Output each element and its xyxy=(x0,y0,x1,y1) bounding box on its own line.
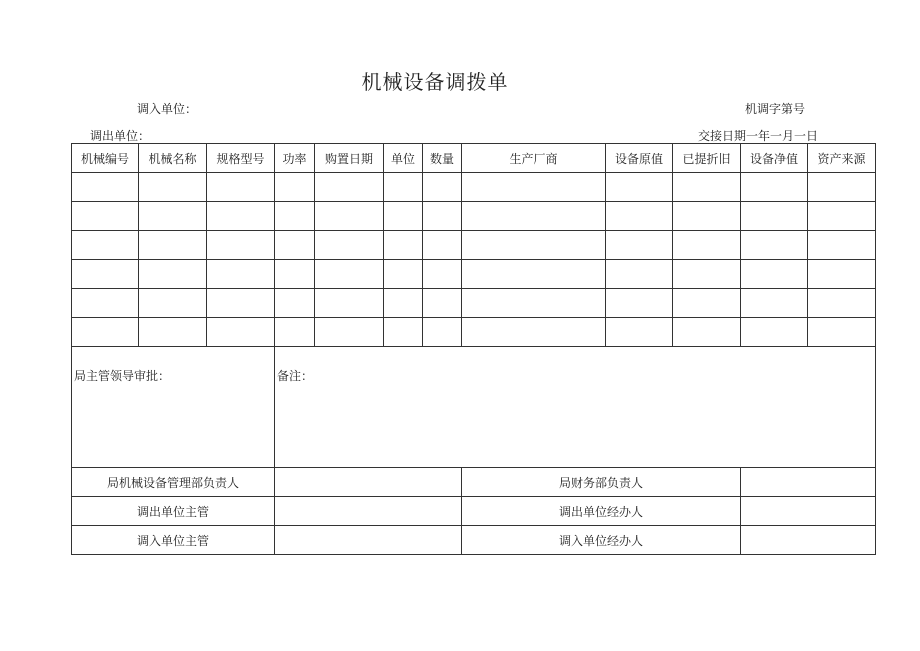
table-cell[interactable] xyxy=(384,289,423,318)
signature-label-left: 调入单位主管 xyxy=(72,526,275,555)
table-row xyxy=(72,289,876,318)
table-cell[interactable] xyxy=(275,231,315,260)
signature-label-left: 调出单位主管 xyxy=(72,497,275,526)
approval-row xyxy=(72,347,876,468)
table-row xyxy=(72,318,876,347)
table-cell[interactable] xyxy=(673,289,741,318)
table-row xyxy=(72,231,876,260)
leader-approval-cell[interactable] xyxy=(72,347,275,468)
table-cell[interactable] xyxy=(384,260,423,289)
header-cell: 已提折旧 xyxy=(673,144,741,173)
table-cell[interactable] xyxy=(741,260,808,289)
doc-number-label: 机调字第号 xyxy=(745,102,806,116)
table-cell[interactable] xyxy=(606,202,673,231)
table-cell[interactable] xyxy=(606,260,673,289)
table-cell[interactable] xyxy=(808,231,876,260)
header-cell: 规格型号 xyxy=(207,144,275,173)
table-cell[interactable] xyxy=(72,173,139,202)
table-cell[interactable] xyxy=(315,318,384,347)
table-cell[interactable] xyxy=(139,318,207,347)
signature-row xyxy=(72,497,876,526)
header-cell: 单位 xyxy=(384,144,423,173)
table-cell[interactable] xyxy=(462,318,606,347)
table-cell[interactable] xyxy=(139,231,207,260)
table-cell[interactable] xyxy=(808,173,876,202)
signature-field-right[interactable] xyxy=(741,526,876,555)
table-cell[interactable] xyxy=(462,289,606,318)
table-cell[interactable] xyxy=(423,202,462,231)
table-cell[interactable] xyxy=(315,289,384,318)
table-cell[interactable] xyxy=(808,260,876,289)
header-cell: 设备原值 xyxy=(606,144,673,173)
table-cell[interactable] xyxy=(808,202,876,231)
table-cell[interactable] xyxy=(72,318,139,347)
signature-field-right[interactable] xyxy=(741,497,876,526)
table-cell[interactable] xyxy=(808,318,876,347)
table-cell[interactable] xyxy=(275,289,315,318)
table-cell[interactable] xyxy=(275,318,315,347)
header-cell: 资产来源 xyxy=(808,144,876,173)
signature-field-left[interactable] xyxy=(275,468,462,497)
header-cell: 功率 xyxy=(275,144,315,173)
table-cell[interactable] xyxy=(139,289,207,318)
table-cell[interactable] xyxy=(207,173,275,202)
signature-row xyxy=(72,526,876,555)
header-row xyxy=(72,144,876,173)
table-cell[interactable] xyxy=(315,231,384,260)
table-cell[interactable] xyxy=(673,173,741,202)
signature-row xyxy=(72,468,876,497)
table-cell[interactable] xyxy=(423,260,462,289)
table-cell[interactable] xyxy=(275,173,315,202)
table-cell[interactable] xyxy=(606,318,673,347)
header-cell: 机械名称 xyxy=(139,144,207,173)
header-cell: 数量 xyxy=(423,144,462,173)
table-cell[interactable] xyxy=(384,318,423,347)
table-cell[interactable] xyxy=(384,202,423,231)
table-cell[interactable] xyxy=(384,231,423,260)
table-cell[interactable] xyxy=(741,289,808,318)
table-cell[interactable] xyxy=(207,231,275,260)
table-cell[interactable] xyxy=(207,202,275,231)
signature-field-right[interactable] xyxy=(741,468,876,497)
table-cell[interactable] xyxy=(741,173,808,202)
table-cell[interactable] xyxy=(72,260,139,289)
signature-field-left[interactable] xyxy=(275,526,462,555)
remarks-label: 备注： xyxy=(277,369,314,383)
table-cell[interactable] xyxy=(207,318,275,347)
table-cell[interactable] xyxy=(315,173,384,202)
table-cell[interactable] xyxy=(462,173,606,202)
table-row xyxy=(72,260,876,289)
table-cell[interactable] xyxy=(423,289,462,318)
table-cell[interactable] xyxy=(423,173,462,202)
header-cell: 机械编号 xyxy=(72,144,139,173)
table-cell[interactable] xyxy=(139,260,207,289)
in-unit-label: 调入单位： xyxy=(137,102,198,116)
table-cell[interactable] xyxy=(315,260,384,289)
table-cell[interactable] xyxy=(423,231,462,260)
table-cell[interactable] xyxy=(423,318,462,347)
table-cell[interactable] xyxy=(139,173,207,202)
table-cell[interactable] xyxy=(673,202,741,231)
table-row xyxy=(72,173,876,202)
table-cell[interactable] xyxy=(606,173,673,202)
signature-label-left: 局机械设备管理部负责人 xyxy=(72,468,275,497)
table-cell[interactable] xyxy=(462,202,606,231)
table-cell[interactable] xyxy=(673,231,741,260)
header-cell: 生产厂商 xyxy=(462,144,606,173)
table-cell[interactable] xyxy=(741,202,808,231)
remarks-cell[interactable] xyxy=(275,347,876,468)
signature-label-right: 调入单位经办人 xyxy=(462,526,741,555)
table-cell[interactable] xyxy=(275,260,315,289)
signature-field-left[interactable] xyxy=(275,497,462,526)
table-cell[interactable] xyxy=(673,318,741,347)
table-cell[interactable] xyxy=(72,202,139,231)
page-title: 机械设备调拨单 xyxy=(361,70,509,94)
signature-label-right: 局财务部负责人 xyxy=(462,468,741,497)
table-cell[interactable] xyxy=(741,231,808,260)
table-cell[interactable] xyxy=(673,260,741,289)
table-cell[interactable] xyxy=(72,289,139,318)
header-cell: 设备净值 xyxy=(741,144,808,173)
table-cell[interactable] xyxy=(606,231,673,260)
table-cell[interactable] xyxy=(72,231,139,260)
out-unit-label: 调出单位： xyxy=(90,129,151,143)
table-cell[interactable] xyxy=(207,289,275,318)
signature-label-right: 调出单位经办人 xyxy=(462,497,741,526)
table-cell[interactable] xyxy=(384,173,423,202)
transfer-table xyxy=(71,143,876,555)
table-cell[interactable] xyxy=(606,289,673,318)
table-cell[interactable] xyxy=(741,318,808,347)
header-cell: 购置日期 xyxy=(315,144,384,173)
table-cell[interactable] xyxy=(462,231,606,260)
table-cell[interactable] xyxy=(808,289,876,318)
table-cell[interactable] xyxy=(275,202,315,231)
leader-approval-label: 局主管领导审批： xyxy=(74,369,171,383)
table-cell[interactable] xyxy=(207,260,275,289)
table-cell[interactable] xyxy=(139,202,207,231)
table-cell[interactable] xyxy=(315,202,384,231)
table-cell[interactable] xyxy=(462,260,606,289)
table-row xyxy=(72,202,876,231)
handover-date-label: 交接日期一年一月一日 xyxy=(698,129,819,143)
